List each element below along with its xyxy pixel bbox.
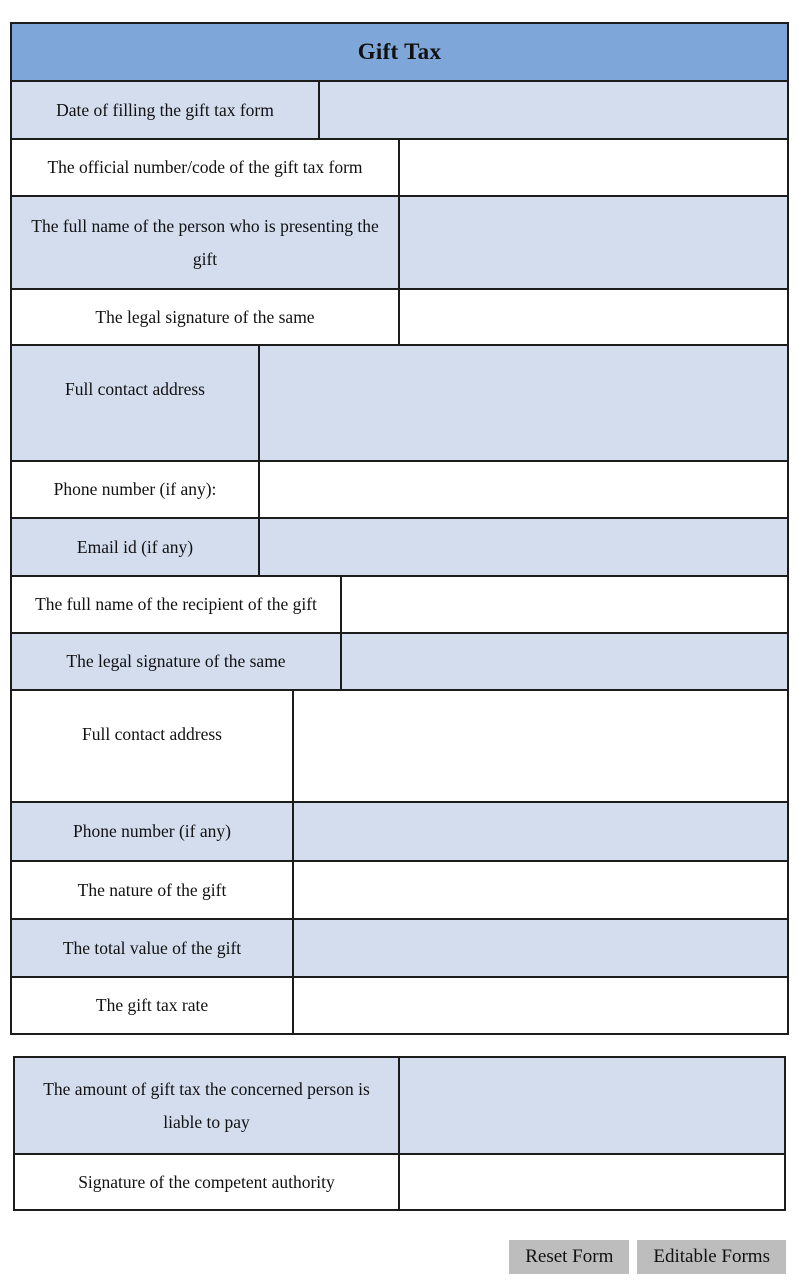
form-row bbox=[12, 460, 787, 517]
editable-forms-button[interactable]: Editable Forms bbox=[637, 1240, 786, 1274]
row-label: Date of filling the gift tax form bbox=[12, 82, 320, 138]
form-row bbox=[12, 195, 787, 288]
reset-form-button[interactable]: Reset Form bbox=[509, 1240, 629, 1274]
row-label: Full contact address bbox=[12, 691, 294, 801]
row-label: Email id (if any) bbox=[12, 519, 260, 575]
row-label: The gift tax rate bbox=[12, 978, 294, 1033]
row-input-cell[interactable] bbox=[342, 577, 787, 632]
row-input-cell[interactable] bbox=[260, 346, 787, 460]
row-label: The legal signature of the same bbox=[12, 290, 400, 344]
form-row bbox=[15, 1153, 784, 1209]
row-input-cell[interactable] bbox=[294, 862, 787, 918]
form-row bbox=[12, 517, 787, 575]
row-input-cell[interactable] bbox=[260, 519, 787, 575]
row-label: Full contact address bbox=[12, 346, 260, 460]
row-label: The legal signature of the same bbox=[12, 634, 342, 689]
row-input-cell[interactable] bbox=[260, 462, 787, 517]
form-row bbox=[12, 689, 787, 801]
row-input-cell[interactable] bbox=[320, 82, 787, 138]
form-row bbox=[12, 632, 787, 689]
row-label: The official number/code of the gift tax form bbox=[12, 140, 400, 195]
row-label: The amount of gift tax the concerned person is liable to pay bbox=[15, 1058, 400, 1153]
row-input-cell[interactable] bbox=[400, 1058, 784, 1153]
form-row bbox=[12, 288, 787, 344]
form-row bbox=[12, 976, 787, 1033]
row-input-cell[interactable] bbox=[294, 691, 787, 801]
form-row bbox=[12, 801, 787, 860]
gift-tax-amount-table bbox=[13, 1056, 786, 1211]
row-input-cell[interactable] bbox=[294, 920, 787, 976]
form-action-bar bbox=[509, 1240, 786, 1274]
row-label: The full name of the person who is presenting the gift bbox=[12, 197, 400, 288]
row-input-cell[interactable] bbox=[342, 634, 787, 689]
form-row bbox=[12, 918, 787, 976]
form-row bbox=[15, 1058, 784, 1153]
form-row bbox=[12, 80, 787, 138]
form-row bbox=[12, 138, 787, 195]
form-title: Gift Tax bbox=[12, 24, 787, 80]
row-label: The total value of the gift bbox=[12, 920, 294, 976]
row-input-cell[interactable] bbox=[400, 140, 787, 195]
form-row bbox=[12, 860, 787, 918]
row-input-cell[interactable] bbox=[400, 197, 787, 288]
row-label: Signature of the competent authority bbox=[15, 1155, 400, 1209]
row-label: Phone number (if any): bbox=[12, 462, 260, 517]
row-input-cell[interactable] bbox=[294, 978, 787, 1033]
form-row bbox=[12, 575, 787, 632]
row-input-cell[interactable] bbox=[294, 803, 787, 860]
row-label: The full name of the recipient of the gift bbox=[12, 577, 342, 632]
row-label: Phone number (if any) bbox=[12, 803, 294, 860]
row-label: The nature of the gift bbox=[12, 862, 294, 918]
row-input-cell[interactable] bbox=[400, 1155, 784, 1209]
form-row bbox=[12, 344, 787, 460]
gift-tax-form-table bbox=[10, 22, 789, 1035]
row-input-cell[interactable] bbox=[400, 290, 787, 344]
